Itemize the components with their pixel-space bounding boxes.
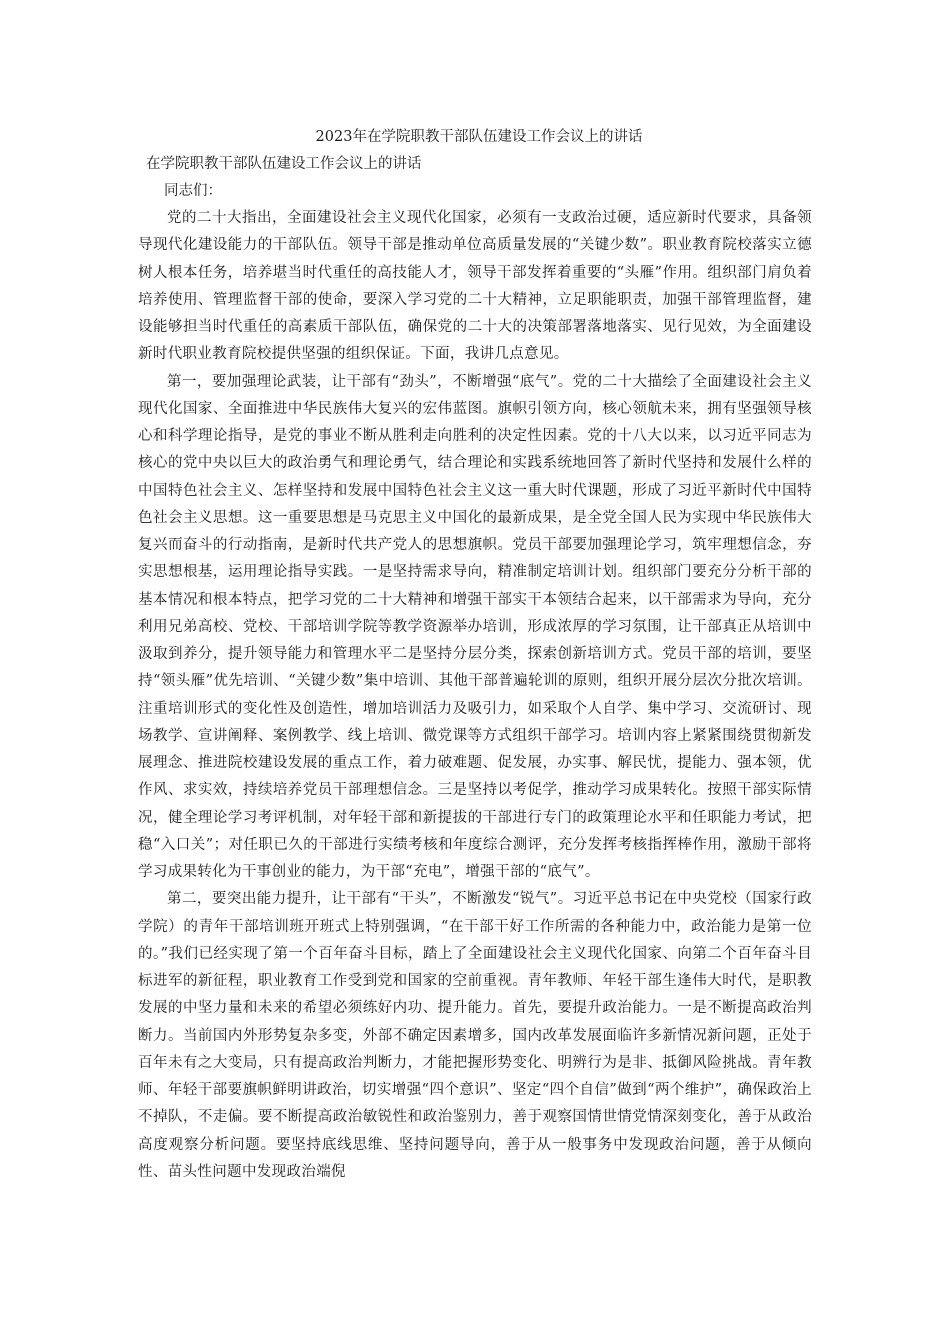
greeting: 同志们： bbox=[164, 183, 222, 199]
document-page bbox=[138, 124, 812, 1186]
paragraph-first-point: 第一，要加强理论武装，让干部有“劲头”，不断增强“底气”。党的二十大描绘了全面建设社会主义现代化国家、全面推进中华民族伟大复兴的宏伟蓝图。旗帜引领方向，核心领航未来，拥有坚强领导核心和科学理论指导，是党的事业不断从胜利走向胜利的决定性因素。党的十八大以来，以习近平同志为核心的党中央以巨大的政治勇气和理论勇气，结合理论和实践系统地回答了新时代坚持和发展什么样的中国特色社会主义、怎样坚持和发展中国特色社会主义这一重大时代课题，形成了习近平新时代中国特色社会主义思想。这一重要思想是马克思主义中国化的最新成果，是全党全国人民为实现中华民族伟大复兴而奋斗的行动指南，是新时代共产党人的思想旗帜。党员干部要加强理论学习，筑牢理想信念，夯实思想根基，运用理论指导实践。一是坚持需求导向，精准制定培训计划。组织部门要充分分析干部的基本情况和根本特点，把学习党的二十大精神和增强干部实干本领结合起来，以干部需求为导向，充分利用兄弟高校、党校、干部培训学院等教学资源举办培训，形成浓厚的学习氛围，让干部真正从培训中汲取到养分，提升领导能力和管理水平二是坚持分层分类，探索创新培训方式。党员干部的培训，要坚持“领头雁”优先培训、“关键少数”集中培训、其他干部普遍轮训的原则，组织开展分层次分批次培训。注重培训形式的变化性及创造性，增加培训活力及吸引力，如采取个人自学、集中学习、交流研讨、现场教学、宣讲阐释、案例教学、线上培训、微党课等方式组织干部学习。培训内容上紧紧围绕贯彻新发展理念、推进院校建设发展的重点工作，着力破难题、促发展，办实事、解民忧，提能力、强本领，优作风、求实效，持续培养党员干部理想信念。三是坚持以考促学，推动学习成果转化。按照干部实际情况，健全理论学习考评机制，对年轻干部和新提拔的干部进行专门的政策理论水平和任职能力考试，把稳“入口关”；对任职已久的干部进行实绩考核和年度综合测评，充分发挥考核指挥棒作用，激励干部将学习成果转化为干事创业的能力，为干部“充电”，增强干部的“底气”。 bbox=[138, 373, 812, 880]
document-subtitle: 在学院职教干部队伍建设工作会议上的讲话 bbox=[146, 156, 422, 172]
paragraph-second-point: 第二，要突出能力提升，让干部有“干头”，不断激发“锐气”。习近平总书记在中央党校（国家行政学院）的青年干部培训班开班式上特别强调，“在干部干好工作所需的各种能力中，政治能力是第一位的。”我们已经实现了第一个百年奋斗目标，踏上了全面建设社会主义现代化国家、向第二个百年奋斗目标进军的新征程，职业教育工作受到党和国家的空前重视。青年教师、年轻干部生逢伟大时代，是职教发展的中坚力量和未来的希望必须练好内功、提升能力。首先，要提升政治能力。一是不断提高政治判断力。当前国内外形势复杂多变，外部不确定因素增多，国内改革发展面临许多新情况新问题，正处于百年未有之大变局，只有提高政治判断力，才能把握形势变化、明辨行为是非、抵御风险挑战。青年教师、年轻干部要旗帜鲜明讲政治，切实增强“四个意识”、坚定“四个自信”做到“两个维护”，确保政治上不掉队，不走偏。要不断提高政治敏锐性和政治鉴别力，善于观察国情世情党情深刻变化，善于从政治高度观察分析问题。要坚持底线思维、坚持问题导向，善于从一般事务中发现政治问题，善于从倾向性、苗头性问题中发现政治端倪 bbox=[138, 891, 812, 1180]
document-title: 2023年在学院职教干部队伍建设工作会议上的讲话 bbox=[315, 129, 643, 145]
paragraph-intro: 党的二十大指出，全面建设社会主义现代化国家，必须有一支政治过硬，适应新时代要求，具备领导现代化建设能力的干部队伍。领导干部是推动单位高质量发展的“关键少数”。职业教育院校落实立德树人根本任务，培养堪当时代重任的高技能人才，领导干部发挥着重要的“头雁”作用。组织部门肩负着培养使用、管理监督干部的使命，要深入学习党的二十大精神，立足职能职责，加强干部管理监督，建设能够担当时代重任的高素质干部队伍，确保党的二十大的决策部署落地落实、见行见效，为全面建设新时代职业教育院校提供坚强的组织保证。下面，我讲几点意见。 bbox=[138, 210, 812, 363]
